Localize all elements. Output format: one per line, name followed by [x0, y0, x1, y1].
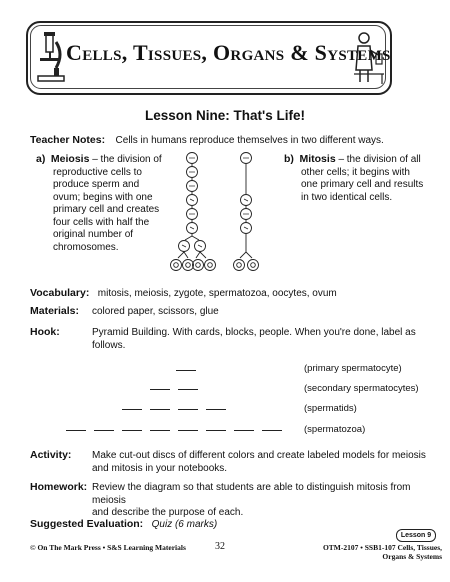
pyramid-blank [178, 409, 198, 410]
mitosis-term: Mitosis [299, 153, 336, 165]
pyramid-label: (spermatozoa) [304, 424, 366, 435]
homework-label: Homework: [30, 481, 88, 493]
mitosis-line: one primary cell and results [301, 179, 424, 190]
teacher-notes-text: Cells in humans reproduce themselves in two different ways. [115, 135, 384, 146]
pyramid-blank [150, 389, 170, 390]
pyramid-label: (primary spermatocyte) [304, 363, 402, 374]
activity-line: and mitosis in your notebooks. [92, 462, 228, 474]
materials-text: colored paper, scissors, glue [92, 306, 219, 317]
evaluation-text: Quiz (6 marks) [151, 519, 218, 530]
footer-publisher: © On The Mark Press • S&S Learning Materials [30, 543, 186, 552]
pyramid-blank [150, 409, 170, 410]
activity-line: Make cut-out discs of different colors and create labeled models for meiosis [92, 450, 426, 461]
materials-label: Materials: [30, 305, 80, 317]
pyramid-blank [94, 430, 114, 431]
meiosis-line: – the division of [92, 154, 162, 165]
activity-label: Activity: [30, 449, 72, 461]
mitosis-definition [284, 153, 434, 204]
mitosis-line: – the division of all [338, 154, 421, 165]
hook-line: Pyramid Building. With cards, blocks, people. When you're done, label as [92, 327, 416, 338]
meiosis-line: primary cell and creates [53, 204, 160, 215]
lesson-title: Lesson Nine: That's Life! [145, 108, 305, 123]
hook-label: Hook: [30, 326, 60, 338]
lesson-tag: Lesson 9 [396, 529, 436, 542]
footer-product-line: OTM-2107 • SSB1-107 Cells, Tissues, [322, 543, 442, 552]
pyramid-blank [234, 430, 254, 431]
banner-title: Cells, Tissues, Organs & Systems [66, 40, 391, 65]
pyramid-blank [66, 430, 86, 431]
footer-product-line: Organs & Systems [382, 552, 442, 561]
vocabulary-text: mitosis, meiosis, zygote, spermatozoa, oocytes, ovum [97, 288, 337, 299]
meiosis-line: original number of [53, 229, 134, 240]
mitosis-line: other cells; it begins with [301, 166, 410, 178]
teacher-notes-label: Teacher Notes: [30, 134, 106, 146]
pyramid-label: (secondary spermatocytes) [304, 383, 419, 394]
pyramid-blank [178, 389, 198, 390]
pyramid-blank [176, 370, 196, 371]
meiosis-line: chromosomes. [53, 241, 119, 253]
mitosis-cell-chain [234, 153, 259, 271]
homework-line: Review the diagram so that students are able to distinguish mitosis from meiosis [92, 482, 411, 506]
evaluation-row [30, 514, 330, 532]
pyramid-blank [122, 430, 142, 431]
homework-line: and describe the purpose of each. [92, 507, 244, 518]
pyramid-blank [262, 430, 282, 431]
pyramid-blank [150, 430, 170, 431]
meiosis-line: ovum; begins with one [53, 191, 153, 203]
hook-text [92, 327, 432, 352]
meiosis-marker: a) [36, 153, 46, 165]
meiosis-term: Meiosis [50, 153, 90, 165]
microscope-icon [34, 32, 68, 84]
page-number: 32 [215, 541, 225, 552]
evaluation-label: Suggested Evaluation: [30, 518, 144, 530]
meiosis-line: produce sperm and [53, 179, 140, 190]
meiosis-cell-chain [171, 153, 216, 271]
meiosis-line: four cells with half the [53, 216, 150, 228]
cell-division-diagram [168, 150, 272, 276]
pyramid-blank [206, 409, 226, 410]
hook-line: follows. [92, 339, 126, 351]
mitosis-line: in two identical cells. [301, 191, 393, 203]
activity-text [92, 450, 437, 475]
vocabulary-row [30, 283, 440, 301]
footer-product [302, 543, 442, 561]
meiosis-definition [36, 153, 186, 254]
pyramid-label: (spermatids) [304, 403, 357, 414]
pyramid-blank [178, 430, 198, 431]
pyramid-blank [206, 430, 226, 431]
mitosis-marker: b) [284, 153, 294, 165]
meiosis-line: reproductive cells to [53, 166, 142, 178]
vocabulary-label: Vocabulary: [30, 287, 90, 299]
teacher-notes-row [30, 130, 430, 148]
pyramid-blank [122, 409, 142, 410]
